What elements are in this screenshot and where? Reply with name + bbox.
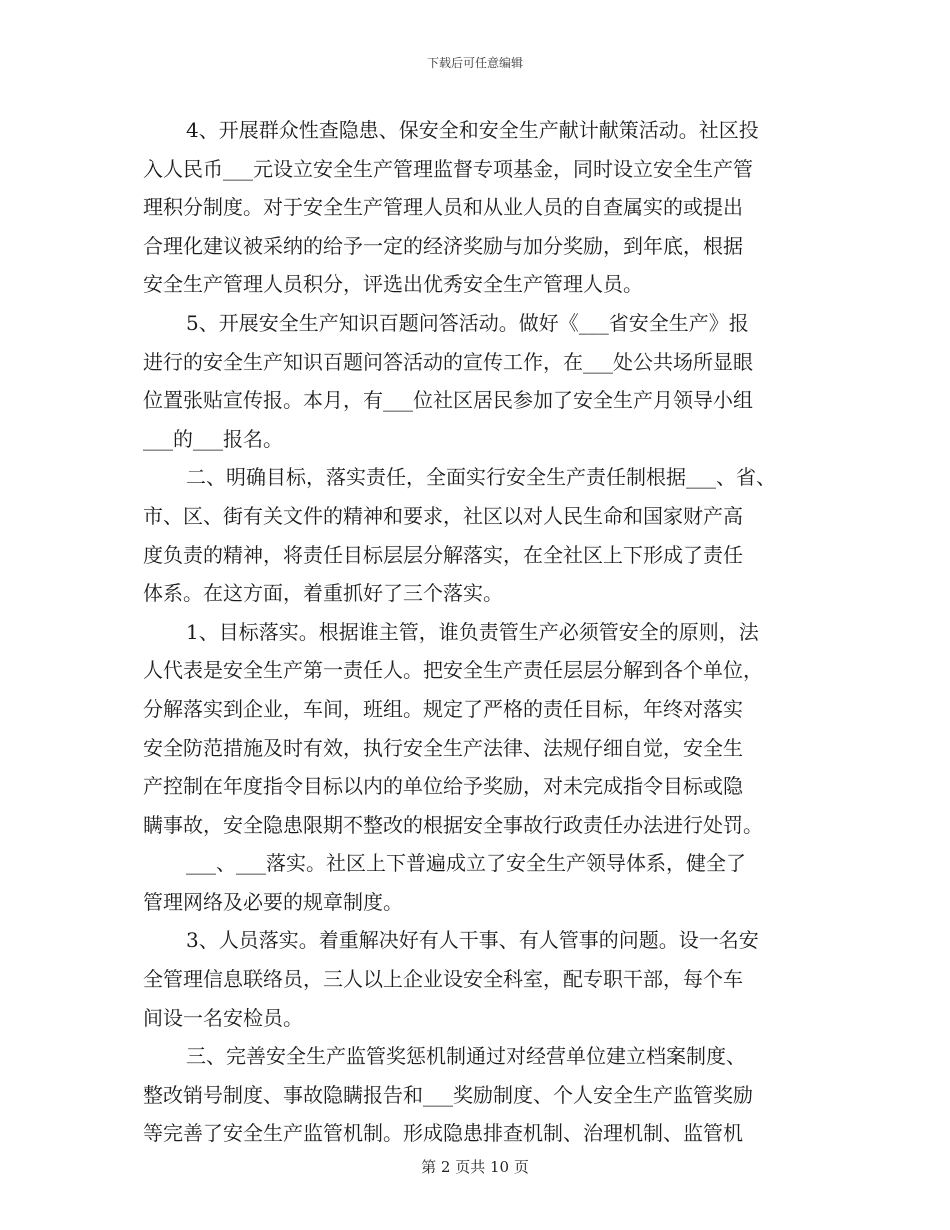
paragraph-line: 度负责的精神，将责任目标层层分解落实，在全社区上下形成了责任 [143, 542, 743, 567]
paragraph-line: 3、人员落实。着重解决好有人干事、有人管事的问题。设一名安 [186, 928, 759, 953]
paragraph-line: 三、完善安全生产监管奖惩机制通过对经营单位建立档案制度、 [186, 1044, 746, 1069]
paragraph-line: 5、开展安全生产知识百题问答活动。做好《___省安全生产》报 [186, 310, 749, 335]
paragraph-line: 产控制在年度指令目标以内的单位给予奖励，对未完成指令目标或隐 [143, 774, 743, 799]
paragraph-line: 分解落实到企业，车间，班组。规定了严格的责任目标，年终对落实 [143, 696, 743, 721]
page-header: 下载后可任意编辑 [426, 56, 523, 70]
paragraph-line: 位置张贴宣传报。本月，有___位社区居民参加了安全生产月领导小组 [143, 388, 753, 413]
paragraph-line: 人代表是安全生产第一责任人。把安全生产责任层层分解到各个单位， [143, 658, 763, 683]
paragraph-line: 安全生产管理人员积分，评选出优秀安全生产管理人员。 [143, 272, 643, 297]
document-body [143, 111, 811, 1153]
paragraph-line: 市、区、街有关文件的精神和要求，社区以对人民生命和国家财产高 [143, 503, 743, 528]
paragraph-line: ___的___报名。 [143, 426, 283, 451]
paragraph-line: 合理化建议被采纳的给予一定的经济奖励与加分奖励，到年底，根据 [143, 233, 743, 258]
paragraph-line: 入人民币___元设立安全生产管理监督专项基金，同时设立安全生产管 [143, 156, 753, 181]
paragraph-line: ___、___落实。社区上下普遍成立了安全生产领导体系，健全了 [186, 851, 746, 876]
paragraph-line: 4、开展群众性查隐患、保安全和安全生产献计献策活动。社区投 [186, 118, 759, 142]
paragraph-line: 理积分制度。对于安全生产管理人员和从业人员的自查属实的或提出 [143, 195, 743, 220]
paragraph-line: 等完善了安全生产监管机制。形成隐患排查机制、治理机制、监管机 [143, 1121, 743, 1146]
paragraph-line: 安全防范措施及时有效，执行安全生产法律、法规仔细自觉，安全生 [143, 735, 743, 760]
paragraph-line: 间设一名安检员。 [143, 1005, 303, 1030]
paragraph-line: 体系。在这方面，着重抓好了三个落实。 [143, 581, 503, 606]
paragraph-line: 进行的安全生产知识百题问答活动的宣传工作，在___处公共场所显眼 [143, 349, 753, 374]
page-footer: 第 2 页共 10 页 [421, 1158, 529, 1176]
paragraph-line: 管理网络及必要的规章制度。 [143, 889, 403, 914]
paragraph-line: 1、目标落实。根据谁主管，谁负责管生产必须管安全的原则，法 [186, 619, 759, 644]
paragraph-line: 整改销号制度、事故隐瞒报告和___奖励制度、个人安全生产监管奖励 [143, 1082, 753, 1107]
paragraph-line: 全管理信息联络员，三人以上企业设安全科室，配专职干部，每个车 [143, 967, 743, 992]
paragraph-line: 瞒事故，安全隐患限期不整改的根据安全事故行政责任办法进行处罚。 [143, 812, 763, 837]
paragraph-line: 二、明确目标，落实责任，全面实行安全生产责任制根据___、省、 [186, 465, 776, 490]
